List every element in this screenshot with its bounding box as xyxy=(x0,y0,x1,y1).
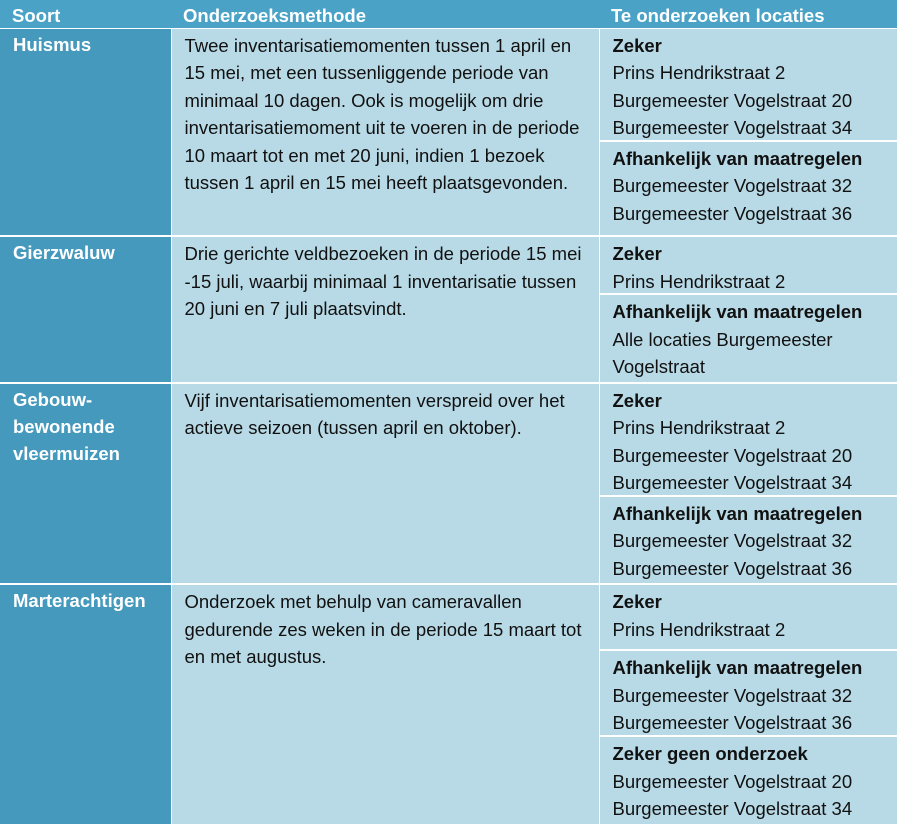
location-group xyxy=(600,651,897,737)
species-cell: Gierzwaluw xyxy=(0,236,171,383)
method-cell: Twee inventarisatiemomenten tussen 1 april en 15 mei, met een tussenliggende periode van minimaal 10 dagen. Ook is mogelijk om drie inventarisatiemoment uit te voeren in de periode 10 maart tot en met 20 juni, indien 1 bezoek tussen 1 april en 15 mei heeft plaatsgevonden. xyxy=(171,28,599,236)
location-group xyxy=(600,142,897,229)
table-row xyxy=(0,236,897,383)
location-item: Prins Hendrikstraat 2 xyxy=(613,616,892,644)
location-item: Burgemeester Vogelstraat 36 xyxy=(613,200,892,228)
method-cell: Drie gerichte veldbezoeken in de periode 15 mei -15 juli, waarbij minimaal 1 inventarisatie tussen 20 juni en 7 juli plaatsvindt. xyxy=(171,236,599,383)
location-group xyxy=(600,497,897,584)
location-item: Prins Hendrikstraat 2 xyxy=(613,268,892,296)
group-heading: Zeker xyxy=(613,390,662,411)
locations-cell xyxy=(599,383,897,585)
location-item: Burgemeester Vogelstraat 34 xyxy=(613,114,892,142)
table-row xyxy=(0,584,897,825)
location-item: Burgemeester Vogelstraat 34 xyxy=(613,469,892,497)
location-item: Burgemeester Vogelstraat 20 xyxy=(613,87,892,115)
location-item: Burgemeester Vogelstraat 36 xyxy=(613,555,892,583)
location-group xyxy=(600,29,897,142)
group-heading: Zeker xyxy=(613,35,662,56)
group-heading: Afhankelijk van maatregelen xyxy=(613,657,863,678)
location-group xyxy=(600,737,897,824)
species-cell: Marterachtigen xyxy=(0,584,171,825)
location-item: Prins Hendrikstraat 2 xyxy=(613,414,892,442)
species-cell: Huismus xyxy=(0,28,171,236)
location-item: Burgemeester Vogelstraat 32 xyxy=(613,527,892,555)
locations-cell xyxy=(599,236,897,383)
table-row xyxy=(0,28,897,236)
location-group xyxy=(600,237,897,295)
location-item: Alle locaties Burgemeester Vogelstraat xyxy=(613,326,873,381)
table-row xyxy=(0,383,897,585)
location-item: Prins Hendrikstraat 2 xyxy=(613,59,892,87)
location-item: Burgemeester Vogelstraat 32 xyxy=(613,682,892,710)
header-locaties: Te onderzoeken locaties xyxy=(599,0,897,28)
location-item: Burgemeester Vogelstraat 20 xyxy=(613,442,892,470)
location-item: Burgemeester Vogelstraat 36 xyxy=(613,709,892,737)
group-heading: Afhankelijk van maatregelen xyxy=(613,503,863,524)
location-item: Burgemeester Vogelstraat 32 xyxy=(613,172,892,200)
method-cell: Vijf inventarisatiemomenten verspreid over het actieve seizoen (tussen april en oktober). xyxy=(171,383,599,585)
location-group xyxy=(600,384,897,497)
group-heading: Afhankelijk van maatregelen xyxy=(613,148,863,169)
location-group xyxy=(600,295,897,382)
group-heading: Zeker xyxy=(613,243,662,264)
location-item: Burgemeester Vogelstraat 34 xyxy=(613,795,892,823)
location-item: Burgemeester Vogelstraat 20 xyxy=(613,768,892,796)
header-row xyxy=(0,0,897,28)
method-cell: Onderzoek met behulp van cameravallen gedurende zes weken in de periode 15 maart tot en met augustus. xyxy=(171,584,599,825)
group-heading: Zeker xyxy=(613,591,662,612)
locations-cell xyxy=(599,584,897,825)
group-heading: Afhankelijk van maatregelen xyxy=(613,301,863,322)
header-methode: Onderzoeksmethode xyxy=(171,0,599,28)
species-cell: Gebouw-bewonende vleermuizen xyxy=(0,383,171,585)
group-heading: Zeker geen onderzoek xyxy=(613,743,808,764)
header-soort: Soort xyxy=(0,0,171,28)
location-group xyxy=(600,585,897,651)
locations-cell xyxy=(599,28,897,236)
